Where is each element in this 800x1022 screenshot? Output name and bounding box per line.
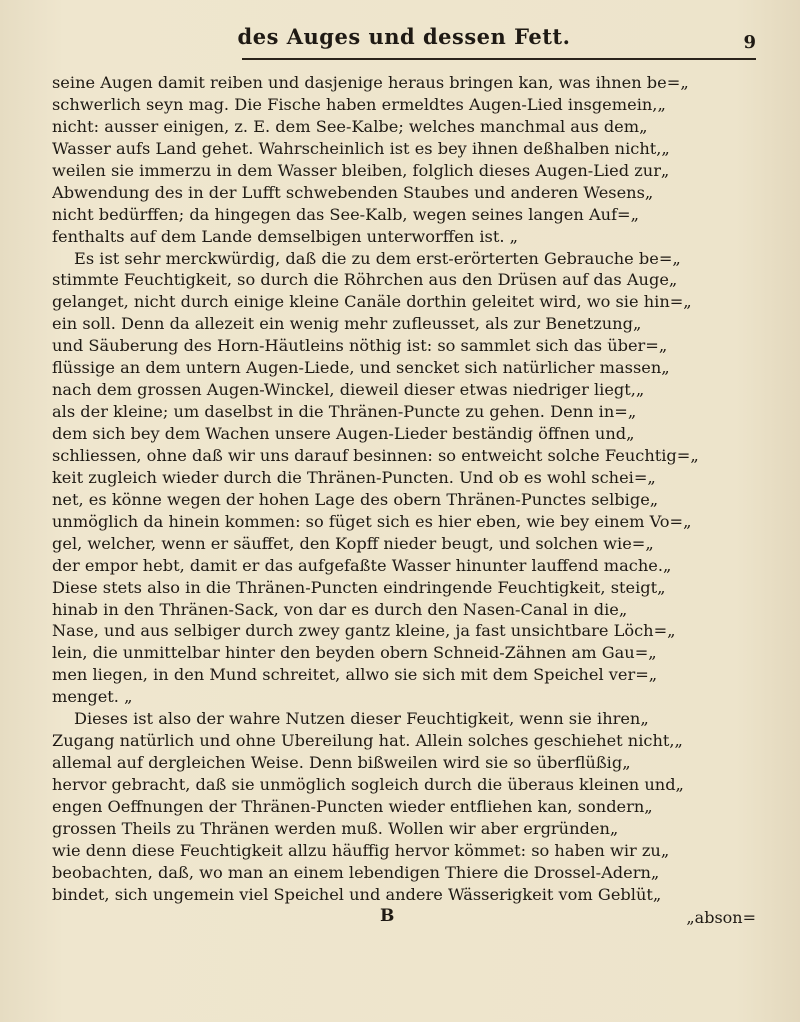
text-line: men liegen, in den Mund schreitet, allwo sie sich mit dem Speichel ver=„ — [52, 665, 658, 685]
text-line: lein, die unmittelbar hinter den beyden obern Schneid-Zähnen am Gau=„ — [52, 643, 657, 663]
text-line: net, es könne wegen der hohen Lage des obern Thränen-Punctes selbige„ — [52, 489, 659, 509]
text-line: wie denn diese Feuchtigkeit allzu häuffig hervor kömmet: so haben wir zu„ — [52, 840, 670, 860]
text-line: stimmte Feuchtigkeit, so durch die Röhrchen aus den Drüsen auf das Auge„ — [52, 270, 678, 290]
signature-mark: B — [380, 905, 395, 926]
running-title: des Auges und dessen Fett. — [237, 24, 571, 49]
text-line: hervor gebracht, daß sie unmöglich sogleich durch die überaus kleinen und„ — [52, 775, 684, 794]
text-line: Zugang natürlich und ohne Ubereilung hat. Allein solches geschiehet nicht,„ — [52, 731, 683, 751]
text-line: beobachten, daß, wo man an einem lebendigen Thiere die Drossel-Adern„ — [52, 862, 660, 882]
text-line: Es ist sehr merckwürdig, daß die zu dem erst-erörterten Gebrauche be=„ — [74, 248, 681, 268]
text-line: seine Augen damit reiben und dasjenige heraus bringen kan, was ihnen be=„ — [52, 73, 689, 92]
text-line: nicht: ausser einigen, z. E. dem See-Kalbe; welches manchmal aus dem„ — [52, 116, 648, 136]
text-line: allemal auf dergleichen Weise. Denn bißweilen wird sie so überflüßig„ — [52, 753, 631, 773]
text-line: keit zugleich wieder durch die Thränen-Puncten. Und ob es wohl schei=„ — [52, 467, 656, 487]
text-line: engen Oeffnungen der Thränen-Puncten wieder entfliehen kan, sondern„ — [52, 796, 653, 816]
header-rule — [242, 58, 756, 60]
text-line: Abwendung des in der Lufft schwebenden Staubes und anderen Wesens„ — [52, 182, 654, 202]
text-line: grossen Theils zu Thränen werden muß. Wollen wir aber ergründen„ — [52, 818, 619, 838]
text-line: dem sich bey dem Wachen unsere Augen-Lieder beständig öffnen und„ — [52, 424, 635, 443]
text-line: weilen sie immerzu in dem Wasser bleiben, folglich dieses Augen-Lied zur„ — [52, 160, 670, 180]
text-line: gelanget, nicht durch einige kleine Canäle dorthin geleitet wird, wo sie hin=„ — [52, 292, 692, 312]
text-line: flüssige an dem untern Augen-Liede, und sencket sich natürlicher massen„ — [52, 358, 670, 378]
text-line: menget. „ — [52, 687, 133, 707]
page-footer — [52, 906, 756, 930]
text-line: als der kleine; um daselbst in die Thränen-Puncte zu gehen. Denn in=„ — [52, 402, 637, 422]
catchword: „abson= — [686, 907, 756, 927]
page-number: 9 — [743, 32, 756, 53]
page-body — [52, 72, 756, 906]
text-line: Dieses ist also der wahre Nutzen dieser Feuchtigkeit, wenn sie ihren„ — [74, 709, 649, 729]
text-line: Wasser aufs Land gehet. Wahrscheinlich ist es bey ihnen deßhalben nicht,„ — [52, 138, 670, 158]
text-line: nach dem grossen Augen-Winckel, dieweil dieser etwas niedriger liegt,„ — [52, 380, 645, 400]
text-line: Diese stets also in die Thränen-Puncten eindringende Feuchtigkeit, steigt„ — [52, 577, 666, 597]
text-line: fenthalts auf dem Lande demselbigen unterworffen ist. „ — [52, 226, 519, 246]
text-line: und Säuberung des Horn-Häutleins nöthig ist: so sammlet sich das über=„ — [52, 336, 668, 356]
page-header — [52, 18, 756, 58]
text-line: unmöglich da hinein kommen: so füget sich es hier eben, wie bey einem Vo=„ — [52, 511, 692, 531]
text-line: gel, welcher, wenn er säuffet, den Kopff nieder beugt, und solchen wie=„ — [52, 533, 654, 553]
text-line: ein soll. Denn da allezeit ein wenig mehr zufleusset, als zur Benetzung„ — [52, 314, 642, 334]
text-line: schliessen, ohne daß wir uns darauf besinnen: so entweicht solche Feuchtig=„ — [52, 445, 699, 465]
text-line: hinab in den Thränen-Sack, von dar es durch den Nasen-Canal in die„ — [52, 599, 628, 619]
text-line: der empor hebt, damit er das aufgefaßte Wasser hinunter lauffend mache.„ — [52, 555, 672, 575]
text-line: schwerlich seyn mag. Die Fische haben ermeldtes Augen-Lied insgemein,„ — [52, 94, 666, 114]
text-line: Nase, und aus selbiger durch zwey gantz kleine, ja fast unsichtbare Löch=„ — [52, 621, 676, 641]
text-line: nicht bedürffen; da hingegen das See-Kalb, wegen seines langen Auf=„ — [52, 204, 640, 224]
text-line: bindet, sich ungemein viel Speichel und andere Wässerigkeit vom Geblüt„ — [52, 884, 662, 904]
